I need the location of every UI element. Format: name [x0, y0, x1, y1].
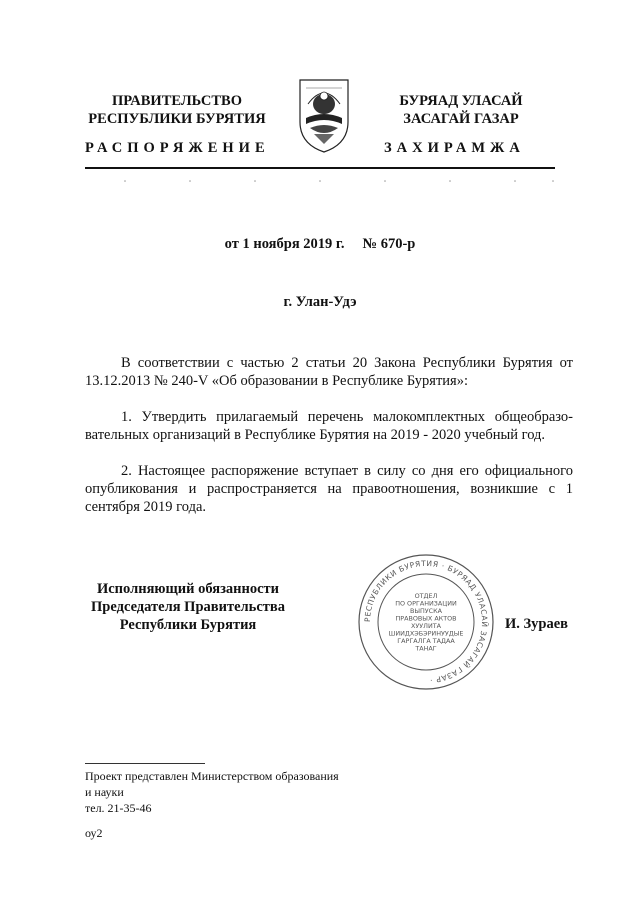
order-date-line: [0, 236, 640, 253]
doc-type-left: РАСПОРЯЖЕНИЕ: [85, 140, 270, 156]
coat-of-arms-emblem: [296, 74, 352, 154]
header-right: [372, 92, 550, 128]
stamp-inner-line: ГАРГАЛГА ТАДАА: [397, 636, 455, 645]
stamp-inner-line: ТАНАГ: [415, 644, 437, 653]
order-city: г. Улан-Удэ: [283, 294, 357, 310]
stamp-inner-line: ВЫПУСКА: [409, 606, 443, 615]
signatory-line1: Исполняющий обязанности: [96, 581, 280, 597]
header-left-line2: РЕСПУБЛИКИ БУРЯТИЯ: [88, 111, 266, 127]
stamp-inner-line: ПО ОРГАНИЗАЦИИ: [395, 599, 457, 608]
footer-note: [85, 768, 339, 816]
signatory-line3: Республики Бурятия: [119, 617, 257, 633]
signatory-name: И. Зураев: [505, 616, 569, 632]
order-number: № 670-р: [362, 236, 416, 252]
doc-type-right: ЗАХИРАМЖА: [384, 140, 525, 156]
stamp-inner-line: ОТДЕЛ: [414, 591, 438, 600]
header-right-line1: БУРЯАД УЛАСАЙ: [399, 93, 523, 109]
body-paragraph-2: [85, 462, 573, 516]
paragraph-text: 1. Утвердить прилагаемый перечень малокомплектных общеобразо-вательных организаций в Республике Бурятия на 2019 - 2020 учебный год.: [85, 409, 573, 443]
stamp-inner-line: ШИИДХЭБЭРИНУУДЫЕ: [388, 629, 464, 638]
body-paragraph-1: [85, 408, 573, 444]
stamp-ring-text: РЕСПУБЛИКИ БУРЯТИЯ · БУРЯАД УЛАСАЙ ЗАСАГАЙ ГАЗАР ·: [362, 558, 490, 685]
header-dotted-line: [85, 172, 555, 180]
footer-phone: тел. 21-35-46: [85, 801, 152, 815]
stamp-inner-line: ПРАВОВЫХ АКТОВ: [395, 614, 457, 623]
stamp-inner-line: ХУУЛИТА: [410, 621, 442, 630]
header-left: [88, 92, 266, 128]
signatory-line2: Председателя Правительства: [91, 599, 285, 615]
order-date: от 1 ноября 2019 г.: [224, 236, 345, 252]
body-paragraph-intro: [85, 354, 573, 390]
signatory-title: [72, 580, 304, 634]
header-right-line2: ЗАСАГАЙ ГАЗАР: [403, 111, 519, 127]
footer-line1: Проект представлен Министерством образования: [85, 769, 339, 783]
footer-divider: [85, 763, 205, 764]
paragraph-text: В соответствии с частью 2 статьи 20 Закона Республики Бурятия от 13.12.2013 № 240-V «Об образовании в Республике Бурятия»:: [85, 355, 573, 389]
footer-line2: и науки: [85, 785, 124, 799]
header-left-line1: ПРАВИТЕЛЬСТВО: [112, 93, 242, 109]
footer-code: оу2: [85, 826, 103, 840]
header-divider: [85, 167, 555, 169]
paragraph-text: 2. Настоящее распоряжение вступает в силу со дня его официального опубликования и распространяется на правоотношения, возникшие с 1 сентября 2019 года.: [85, 463, 573, 515]
official-stamp: [356, 552, 496, 692]
